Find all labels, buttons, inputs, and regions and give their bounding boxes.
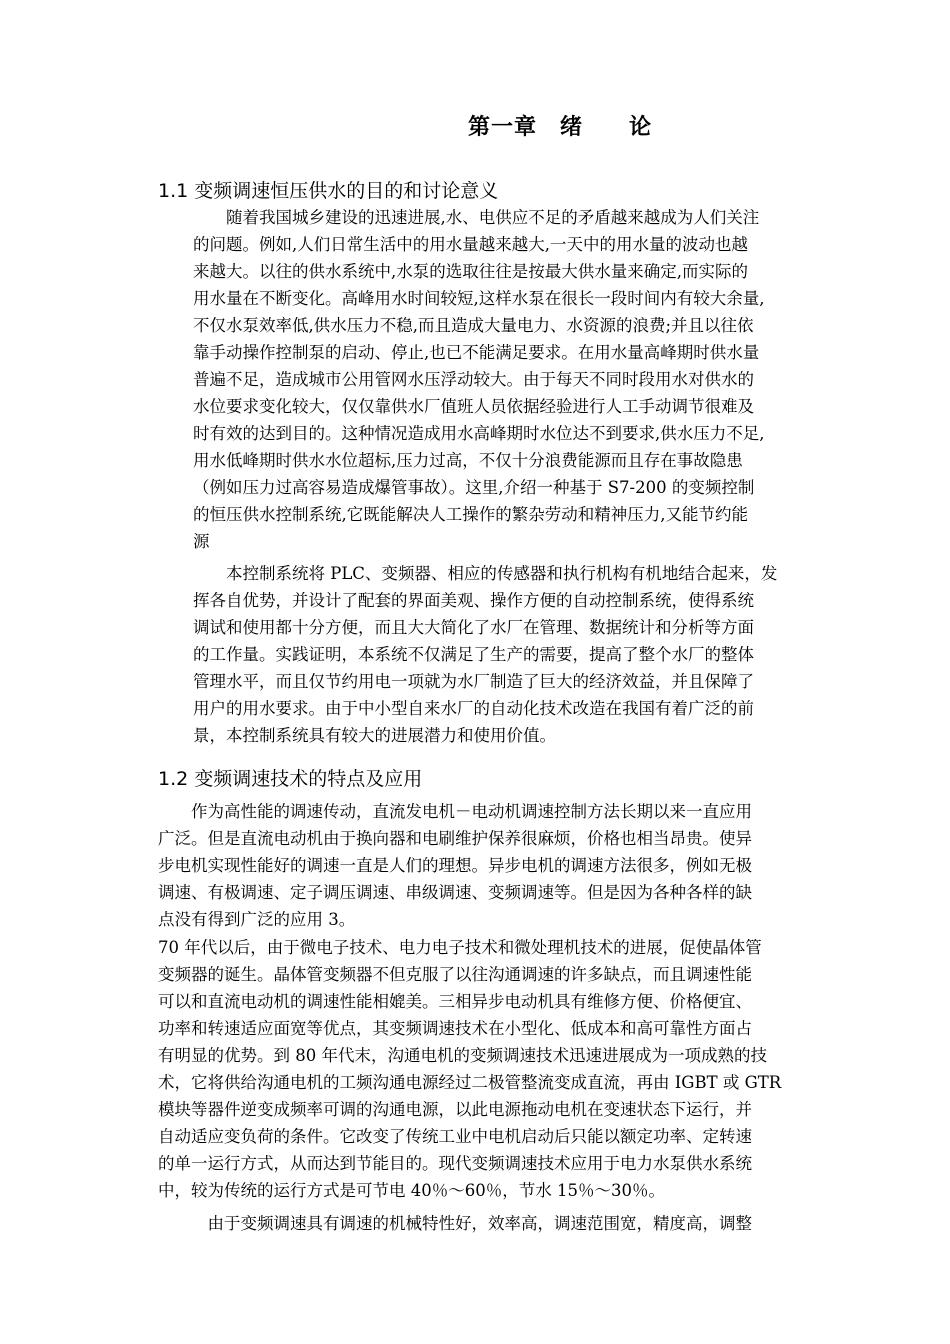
- text-line: 用水量在不断变化。高峰用水时间较短,这样水泵在很长一段时间内有较大余量,: [193, 289, 765, 308]
- section-1-1-paragraph-1: [193, 204, 873, 555]
- text-line: 调速、有极调速、定子调压调速、串级调速、变频调速等。但是因为各种各样的缺: [158, 883, 752, 902]
- text-line: 步电机实现性能好的调速一直是人们的理想。异步电机的调速方法很多，例如无极: [158, 856, 752, 875]
- text-line: 变频器的诞生。晶体管变频器不但克服了以往沟通调速的许多缺点，而且调速性能: [158, 965, 752, 984]
- text-line: 用水低峰期时供水水位超标,压力过高，不仅十分浪费能源而且存在事故隐患: [193, 451, 743, 470]
- text-line: 时有效的达到目的。这种情况造成用水高峰期时水位达不到要求,供水压力不足,: [193, 424, 765, 443]
- text-line: 广泛。但是直流电动机由于换向器和电刷维护保养很麻烦，价格也相当昂贵。使异: [158, 829, 752, 848]
- text-line: 水位要求变化较大，仅仅靠供水厂值班人员依据经验进行人工手动调节很难及: [193, 397, 754, 416]
- text-line: 的工作量。实践证明，本系统不仅满足了生产的需要，提高了整个水厂的整体: [193, 645, 754, 664]
- text-line: 功率和转速适应面宽等优点，其变频调速技术在小型化、低成本和高可靠性方面占: [158, 1019, 752, 1038]
- text-line: 靠手动操作控制泵的启动、停止,也已不能满足要求。在用水量高峰期时供水量: [193, 343, 760, 362]
- text-line: 的单一运行方式，从而达到节能目的。现代变频调速技术应用于电力水泵供水系统: [158, 1154, 752, 1173]
- text-line: 自动适应变负荷的条件。它改变了传统工业中电机启动后只能以额定功率、定转速: [158, 1127, 752, 1146]
- text-line: 的问题。例如,人们日常生活中的用水量越来越大,一天中的用水量的波动也越: [193, 235, 748, 254]
- text-line: 点没有得到广泛的应用 3。: [158, 910, 356, 929]
- text-line: 有明显的优势。到 80 年代末，沟通电机的变频调速技术迅速进展成为一项成熟的技: [158, 1046, 767, 1065]
- text-line: 由于变频调速具有调速的机械特性好，效率高，调速范围宽，精度高，调整: [158, 1214, 752, 1233]
- section-1-2-paragraph-3: [158, 1210, 868, 1237]
- text-line: 随着我国城乡建设的迅速进展,水、电供应不足的矛盾越来越成为人们关注: [193, 208, 760, 227]
- text-line: 景，本控制系统具有较大的进展潜力和使用价值。: [193, 726, 556, 745]
- chapter-title: 第一章 绪 论: [467, 115, 652, 140]
- text-line: 调试和使用都十分方便，而且大大简化了水厂在管理、数据统计和分析等方面: [193, 618, 754, 637]
- text-line: 用户的用水要求。由于中小型自来水厂的自动化技术改造在我国有着广泛的前: [193, 699, 754, 718]
- text-line: 70 年代以后，由于微电子技术、电力电子技术和微处理机技术的进展，促使晶体管: [158, 938, 762, 957]
- section-heading-1-1: 1.1 变频调速恒压供水的目的和讨论意义: [158, 180, 499, 202]
- text-line: 的恒压供水控制系统,它既能解决人工操作的繁杂劳动和精神压力,又能节约能: [193, 505, 748, 524]
- text-line: 本控制系统将 PLC、变频器、相应的传感器和执行机构有机地结合起来，发: [193, 564, 778, 583]
- text-line: 挥各自优势，并设计了配套的界面美观、操作方便的自动控制系统，使得系统: [193, 591, 754, 610]
- text-line: 术，它将供给沟通电机的工频沟通电源经过二极管整流变成直流，再由 IGBT 或 GTR: [158, 1073, 782, 1092]
- text-line: 管理水平，而且仅节约用电一项就为水厂制造了巨大的经济效益，并且保障了: [193, 672, 754, 691]
- text-line: （例如压力过高容易造成爆管事故）。这里,介绍一种基于 S7-200 的变频控制: [193, 478, 755, 497]
- text-line: 作为高性能的调速传动，直流发电机－电动机调速控制方法长期以来一直应用: [158, 802, 752, 821]
- text-line: 来越大。以往的供水系统中,水泵的选取往往是按最大供水量来确定,而实际的: [193, 262, 748, 281]
- text-line: 源: [193, 532, 210, 551]
- section-1-2-paragraph-1: [158, 798, 868, 933]
- section-heading-1-2: 1.2 变频调速技术的特点及应用: [158, 768, 423, 790]
- section-1-1-paragraph-2: [193, 560, 873, 749]
- text-line: 中，较为传统的运行方式是可节电 40％～60％，节水 15％～30％。: [158, 1181, 665, 1200]
- text-line: 不仅水泵效率低,供水压力不稳,而且造成大量电力、水资源的浪费;并且以往依: [193, 316, 754, 335]
- text-line: 模块等器件逆变成频率可调的沟通电源，以此电源拖动电机在变速状态下运行，并: [158, 1100, 752, 1119]
- section-1-2-paragraph-2: [158, 934, 868, 1204]
- text-line: 可以和直流电动机的调速性能相媲美。三相异步电动机具有维修方便、价格便宜、: [158, 992, 752, 1011]
- text-line: 普遍不足，造成城市公用管网水压浮动较大。由于每天不同时段用水对供水的: [193, 370, 754, 389]
